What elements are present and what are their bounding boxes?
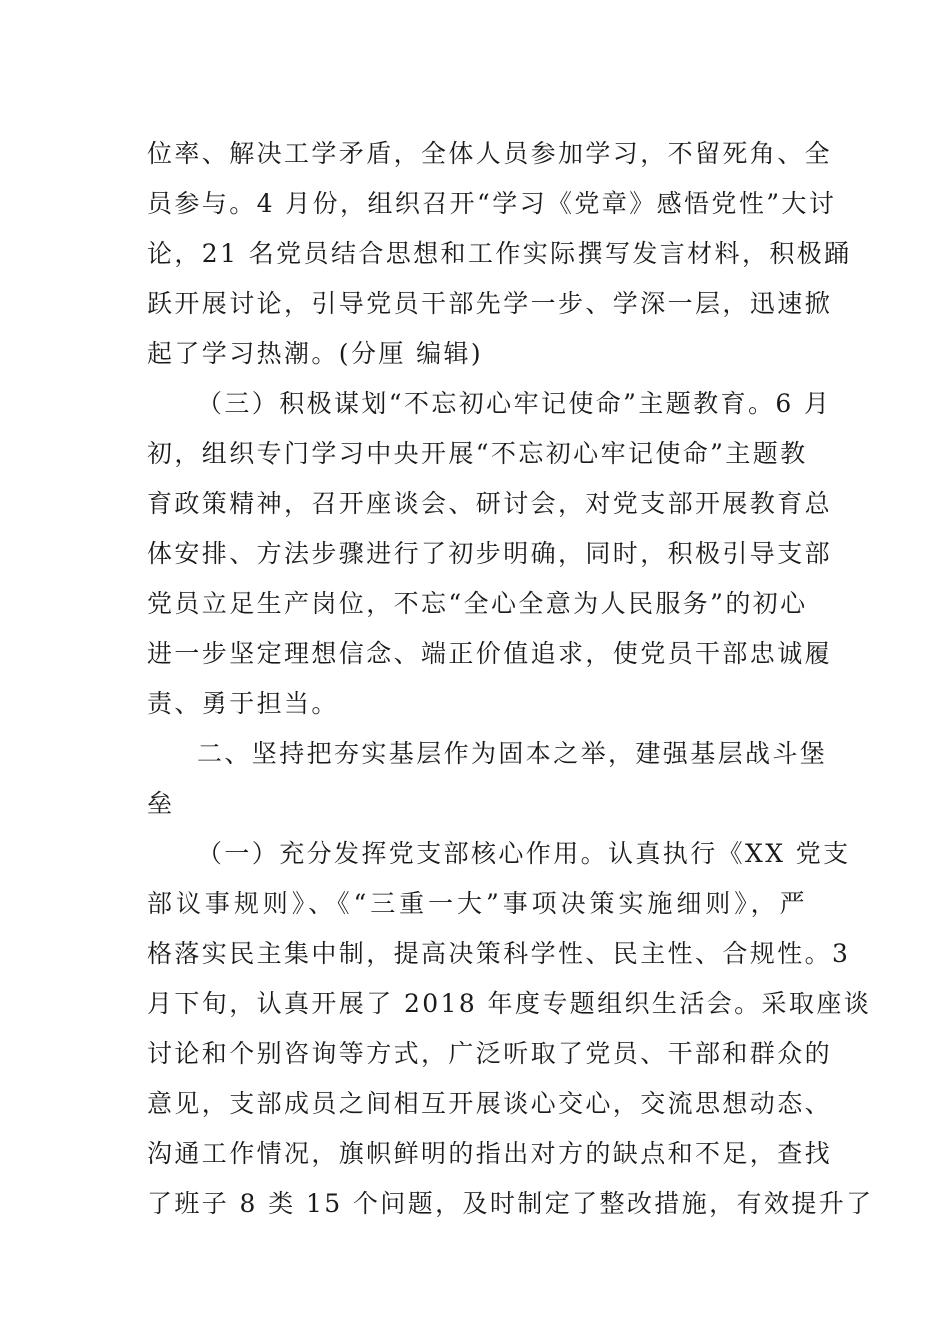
paragraph-line: 跃开展讨论，引导党员干部先学一步、学深一层，迅速掀 [147, 289, 833, 318]
paragraph-line: 了班子 8 类 15 个问题，及时制定了整改措施，有效提升了 [147, 1189, 874, 1218]
paragraph-line: 初，组织专门学习中央开展“不忘初心牢记使命”主题教 [147, 439, 808, 468]
paragraph-line: 意见，支部成员之间相互开展谈心交心，交流思想动态、 [147, 1089, 833, 1118]
paragraph-line: 讨论和个别咨询等方式，广泛听取了党员、干部和群众的 [147, 1039, 833, 1068]
section-heading-line: 二、坚持把夯实基层作为固本之举，建强基层战斗堡 [197, 739, 828, 768]
section-heading-line: 垒 [147, 789, 175, 818]
paragraph-line: 论，21 名党员结合思想和工作实际撰写发言材料，积极踊 [147, 239, 852, 268]
paragraph-line: 沟通工作情况，旗帜鲜明的指出对方的缺点和不足，查找 [147, 1139, 833, 1168]
paragraph-line: 起了学习热潮。(分厘 编辑) [147, 339, 484, 368]
paragraph-line: 责、勇于担当。 [147, 689, 339, 718]
paragraph-line: 员参与。4 月份，组织召开“学习《党章》感悟党性”大讨 [147, 189, 837, 218]
paragraph-line: 月下旬，认真开展了 2018 年度专题组织生活会。采取座谈 [147, 989, 872, 1018]
paragraph-line: 进一步坚定理想信念、端正价值追求，使党员干部忠诚履 [147, 639, 833, 668]
paragraph-line: 育政策精神，召开座谈会、研讨会，对党支部开展教育总 [147, 489, 833, 518]
section-heading-line: （三）积极谋划“不忘初心牢记使命”主题教育。6 月 [197, 389, 832, 418]
paragraph-line: 党员立足生产岗位，不忘“全心全意为人民服务”的初心 [147, 589, 808, 618]
paragraph-line: 部议事规则》、《“三重一大”事项决策实施细则》，严 [147, 889, 807, 918]
paragraph-line: 体安排、方法步骤进行了初步明确，同时，积极引导支部 [147, 539, 833, 568]
paragraph-line: 格落实民主集中制，提高决策科学性、民主性、合规性。3 [147, 939, 851, 968]
paragraph-line: 位率、解决工学矛盾，全体人员参加学习，不留死角、全 [147, 139, 833, 168]
section-heading-line: （一）充分发挥党支部核心作用。认真执行《XX 党支 [197, 839, 851, 868]
